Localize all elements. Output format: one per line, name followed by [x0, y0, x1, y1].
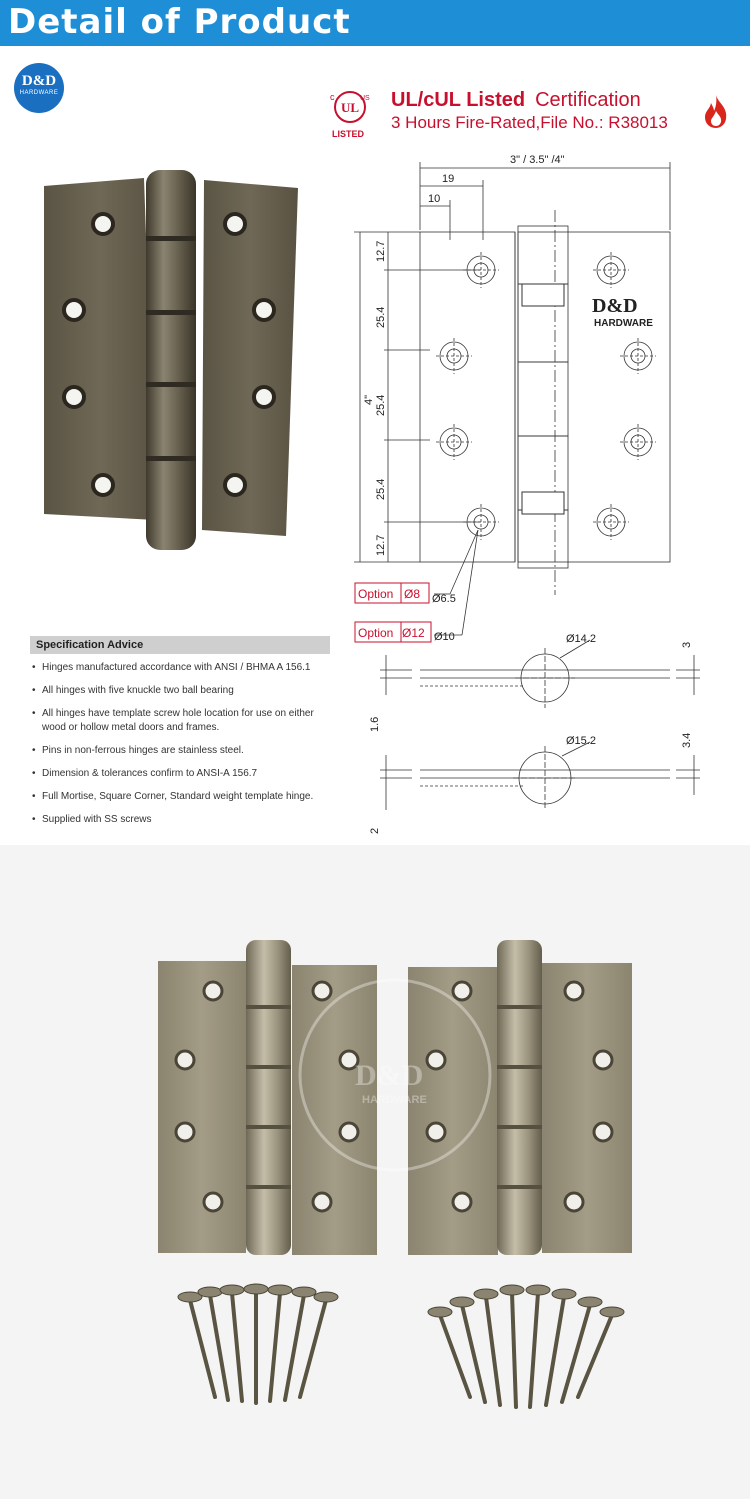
knuckle2-leaf: 2 [369, 827, 381, 834]
spec-item: • Full Mortise, Square Corner, Standard weight template hinge. [30, 790, 330, 804]
dim-width-label: 3" / 3.5" /4" [510, 154, 565, 166]
option1-dim: Ø6.5 [432, 593, 456, 605]
drawing-logo-line2: HARDWARE [594, 318, 653, 329]
fire-icon [702, 93, 730, 129]
spec-item: • Hinges manufactured accordance with ANSI / BHMA A 156.1 [30, 661, 330, 675]
dim-v-3: 25.4 [375, 394, 387, 416]
spec-item: • Pins in non-ferrous hinges are stainless steel. [30, 744, 330, 758]
option1-label: Option [358, 587, 394, 601]
technical-drawing [350, 150, 745, 840]
option2-label: Option [358, 626, 394, 640]
ul-mark-ul: UL [341, 100, 360, 115]
dim-height-label: 4" [363, 394, 375, 405]
watermark-line1: D&D [355, 1059, 424, 1092]
option1-value: Ø8 [404, 587, 421, 601]
knuckle1-dia: Ø14.2 [566, 633, 596, 645]
dim-10-label: 10 [428, 193, 441, 205]
certification [327, 83, 747, 143]
dim-v-2: 25.4 [375, 306, 387, 328]
spec-item: • All hinges with five knuckle two ball bearing [30, 684, 330, 698]
dim-v-4: 25.4 [375, 478, 387, 500]
spec-item: • Supplied with SS screws [30, 813, 330, 827]
watermark-line2: HARDWARE [362, 1094, 427, 1106]
knuckle1-right: 3 [681, 641, 693, 648]
hinge-photo [36, 160, 326, 560]
certification-title-rest: Certification [535, 89, 641, 111]
option2-dim: Ø10 [434, 631, 455, 643]
certification-subtitle: 3 Hours Fire-Rated,File No.: R38013 [391, 113, 668, 132]
option2-value: Ø12 [402, 626, 425, 640]
drawing-logo-line1: D&D [592, 295, 638, 317]
knuckle2-right: 3.4 [681, 732, 693, 748]
brand-logo-line1: D&D [21, 73, 57, 89]
ul-mark-c: c [330, 92, 335, 102]
certification-title-bold: UL/cUL Listed [391, 89, 526, 111]
spec-item: • Dimension & tolerances confirm to ANSI-A 156.7 [30, 767, 330, 781]
spec-item: • All hinges have template screw hole location for use on either wood or hollow metal doors and frames. [30, 707, 330, 735]
certification-title [391, 89, 641, 112]
ul-mark-us: US [360, 95, 370, 102]
ul-mark-listed: LISTED [332, 129, 365, 139]
knuckle2-dia: Ø15.2 [566, 735, 596, 747]
dim-19-label: 19 [442, 173, 455, 185]
spec-title: Specification Advice [30, 636, 330, 654]
hinge-pair-photo [0, 845, 750, 1499]
dim-v-5: 12.7 [375, 534, 387, 556]
spec-list [30, 661, 330, 827]
specification-advice [30, 636, 330, 836]
dim-v-1: 12.7 [375, 240, 387, 262]
ul-listed-mark [327, 87, 373, 139]
brand-logo-line2: HARDWARE [19, 90, 59, 96]
knuckle1-leaf: 1.6 [369, 716, 381, 732]
page-title: Detail of Product [8, 2, 351, 42]
header-banner [0, 0, 750, 46]
brand-logo [14, 63, 64, 113]
